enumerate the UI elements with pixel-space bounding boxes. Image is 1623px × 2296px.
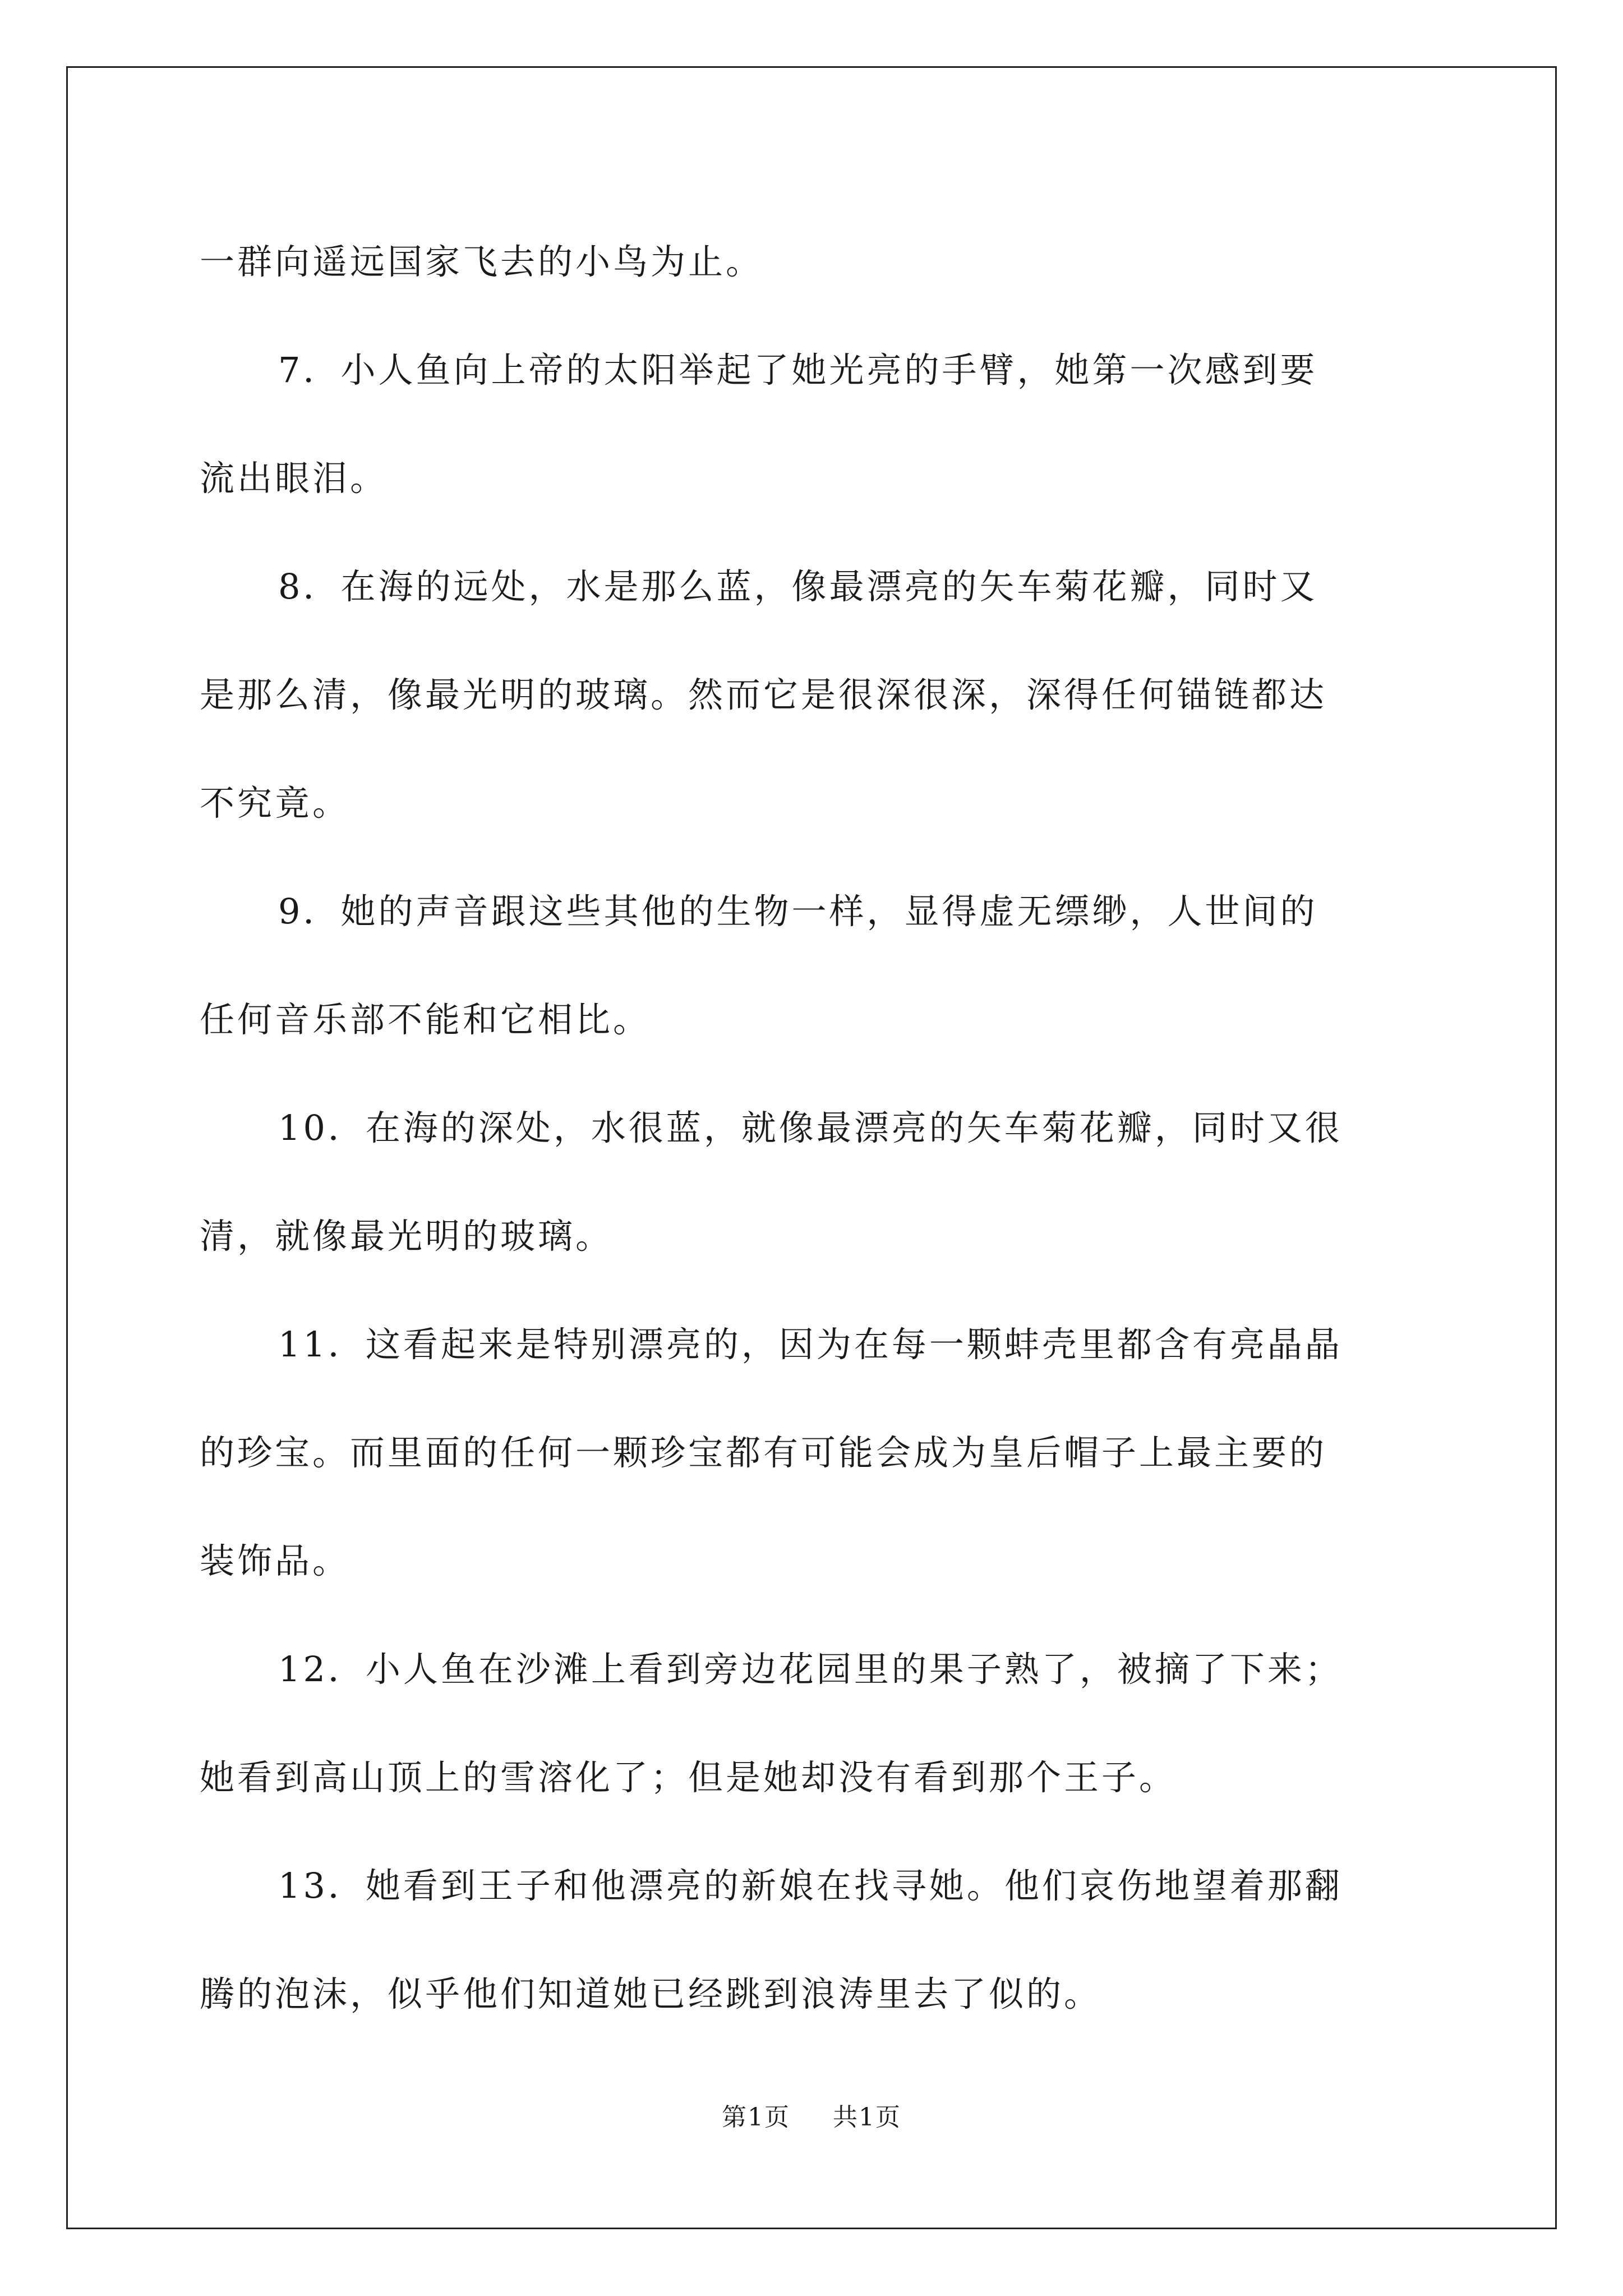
text-line: 11．这看起来是特别漂亮的，因为在每一颗蚌壳里都含有亮晶晶 xyxy=(278,1324,1343,1365)
text-line: 装饰品。 xyxy=(200,1540,351,1581)
document-body xyxy=(200,208,1433,2048)
text-line: 清，就像最光明的玻璃。 xyxy=(200,1216,614,1257)
page-footer xyxy=(0,2097,1623,2133)
text-line: 13．她看到王子和他漂亮的新娘在找寻她。他们哀伤地望着那翻 xyxy=(278,1865,1343,1906)
text-line: 不究竟。 xyxy=(200,783,351,823)
page-number-total: 共1页 xyxy=(833,2103,901,2132)
text-line: 一群向遥远国家飞去的小鸟为止。 xyxy=(200,241,764,282)
text-line: 的珍宝。而里面的任何一颗珍宝都有可能会成为皇后帽子上最主要的 xyxy=(200,1432,1327,1473)
text-line: 是那么清，像最光明的玻璃。然而它是很深很深，深得任何锚链都达 xyxy=(200,674,1327,715)
text-line: 流出眼泪。 xyxy=(200,458,388,499)
text-line: 8．在海的远处，水是那么蓝，像最漂亮的矢车菊花瓣，同时又 xyxy=(278,566,1318,607)
text-line: 12．小人鱼在沙滩上看到旁边花园里的果子熟了，被摘了下来； xyxy=(278,1649,1343,1690)
text-line: 她看到高山顶上的雪溶化了；但是她却没有看到那个王子。 xyxy=(200,1757,1177,1798)
text-line: 9．她的声音跟这些其他的生物一样，显得虚无缥缈，人世间的 xyxy=(278,891,1318,932)
text-line: 7．小人鱼向上帝的太阳举起了她光亮的手臂，她第一次感到要 xyxy=(278,349,1318,390)
page-number-current: 第1页 xyxy=(722,2103,790,2132)
text-line: 10．在海的深处，水很蓝，就像最漂亮的矢车菊花瓣，同时又很 xyxy=(278,1107,1343,1148)
text-line: 腾的泡沫，似乎他们知道她已经跳到浪涛里去了似的。 xyxy=(200,1973,1102,2014)
text-line: 任何音乐部不能和它相比。 xyxy=(200,999,651,1040)
